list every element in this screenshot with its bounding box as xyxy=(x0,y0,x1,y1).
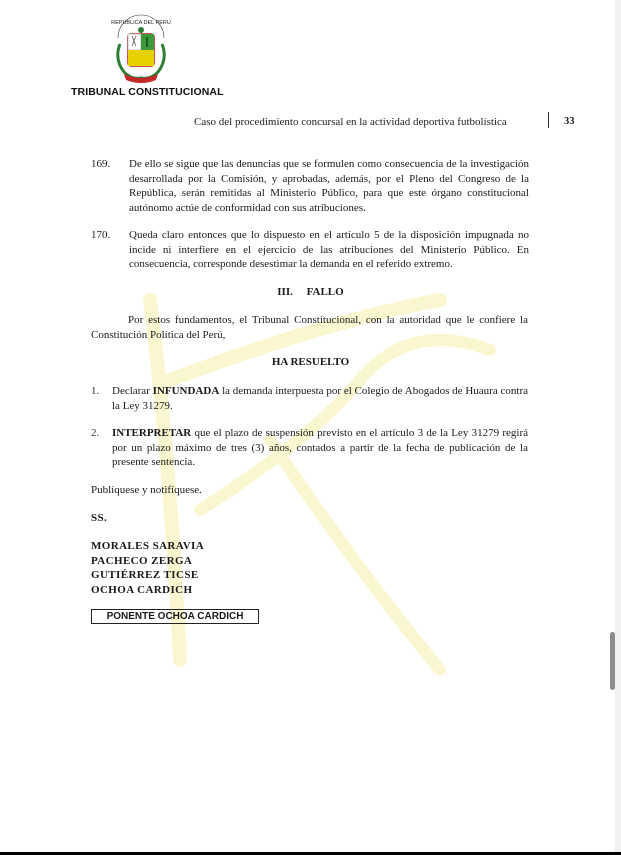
resolution-1 xyxy=(91,384,529,414)
fundamentos-text: Por estos fundamentos, el Tribunal Constitucional, con la autoridad que le confiere la Constitución Política del Perú, xyxy=(91,314,528,341)
publication-order: Publíquese y notifíquese. xyxy=(91,484,202,496)
ss-label: SS. xyxy=(91,512,108,524)
signatory: GUTIÉRREZ TICSE xyxy=(91,569,199,581)
resolution-body: que el plazo de suspensión previsto en el artículo 3 de la Ley 31279 regirá por un plazo máximo de tres (3) años, contados a partir de la fecha de publicación de la presente sentencia. xyxy=(112,427,528,469)
resolution-verb: INTERPRETAR xyxy=(112,427,192,439)
section-heading: III. FALLO xyxy=(277,286,344,298)
resolution-text xyxy=(112,384,528,413)
paragraph-number: 169. xyxy=(91,158,111,170)
resolution-verb: INFUNDADA xyxy=(152,385,220,397)
signatory: PACHECO ZERGA xyxy=(91,555,193,567)
seal-text: REPUBLICA DEL PERU xyxy=(111,20,171,26)
paragraph-text: De ello se sigue que las denuncias que se formulen como consecuencia de la investigación desarrollada por la Comisión, y aprobadas, además, por el Pleno del Congreso de la República, serán remitidas al Ministerio Público, para que este órgano constitucional autónomo actúe de conformidad con sus atribuciones. xyxy=(129,158,529,214)
coat-of-arms-logo xyxy=(110,14,172,84)
paragraph-text: Queda claro entonces que lo dispuesto en el artículo 5 de la disposición impugnada no incide ni interfiere en el ejercicio de las atribuciones del Ministerio Público. En consecuencia, corresponde desestimar la demanda en el referido extremo. xyxy=(129,229,529,271)
ponente-box: PONENTE OCHOA CARDICH xyxy=(91,609,259,624)
signatory: OCHOA CARDICH xyxy=(91,584,193,596)
resolution-body: la demanda interpuesta por el Colegio de Abogados de Huaura contra la Ley 31279. xyxy=(112,385,528,412)
paragraph-169 xyxy=(91,157,529,217)
scrollbar-thumb[interactable] xyxy=(610,632,615,690)
resolution-2 xyxy=(91,426,529,471)
resolution-number: 2. xyxy=(91,427,100,439)
page-number: 33 xyxy=(564,116,575,127)
resolution-number: 1. xyxy=(91,385,100,397)
header-separator xyxy=(548,112,549,128)
signatory: MORALES SARAVIA xyxy=(91,540,205,552)
resolved-heading: HA RESUELTO xyxy=(271,356,350,368)
paragraph-number: 170. xyxy=(91,229,111,241)
paragraph-170 xyxy=(91,228,529,274)
resolution-text xyxy=(112,426,528,470)
resolution-lead: Declarar xyxy=(112,385,153,397)
court-name: TRIBUNAL CONSTITUCIONAL xyxy=(71,86,224,98)
case-title: Caso del procedimiento concursal en la actividad deportiva futbolística xyxy=(194,116,507,128)
scroll-track[interactable] xyxy=(615,0,621,855)
